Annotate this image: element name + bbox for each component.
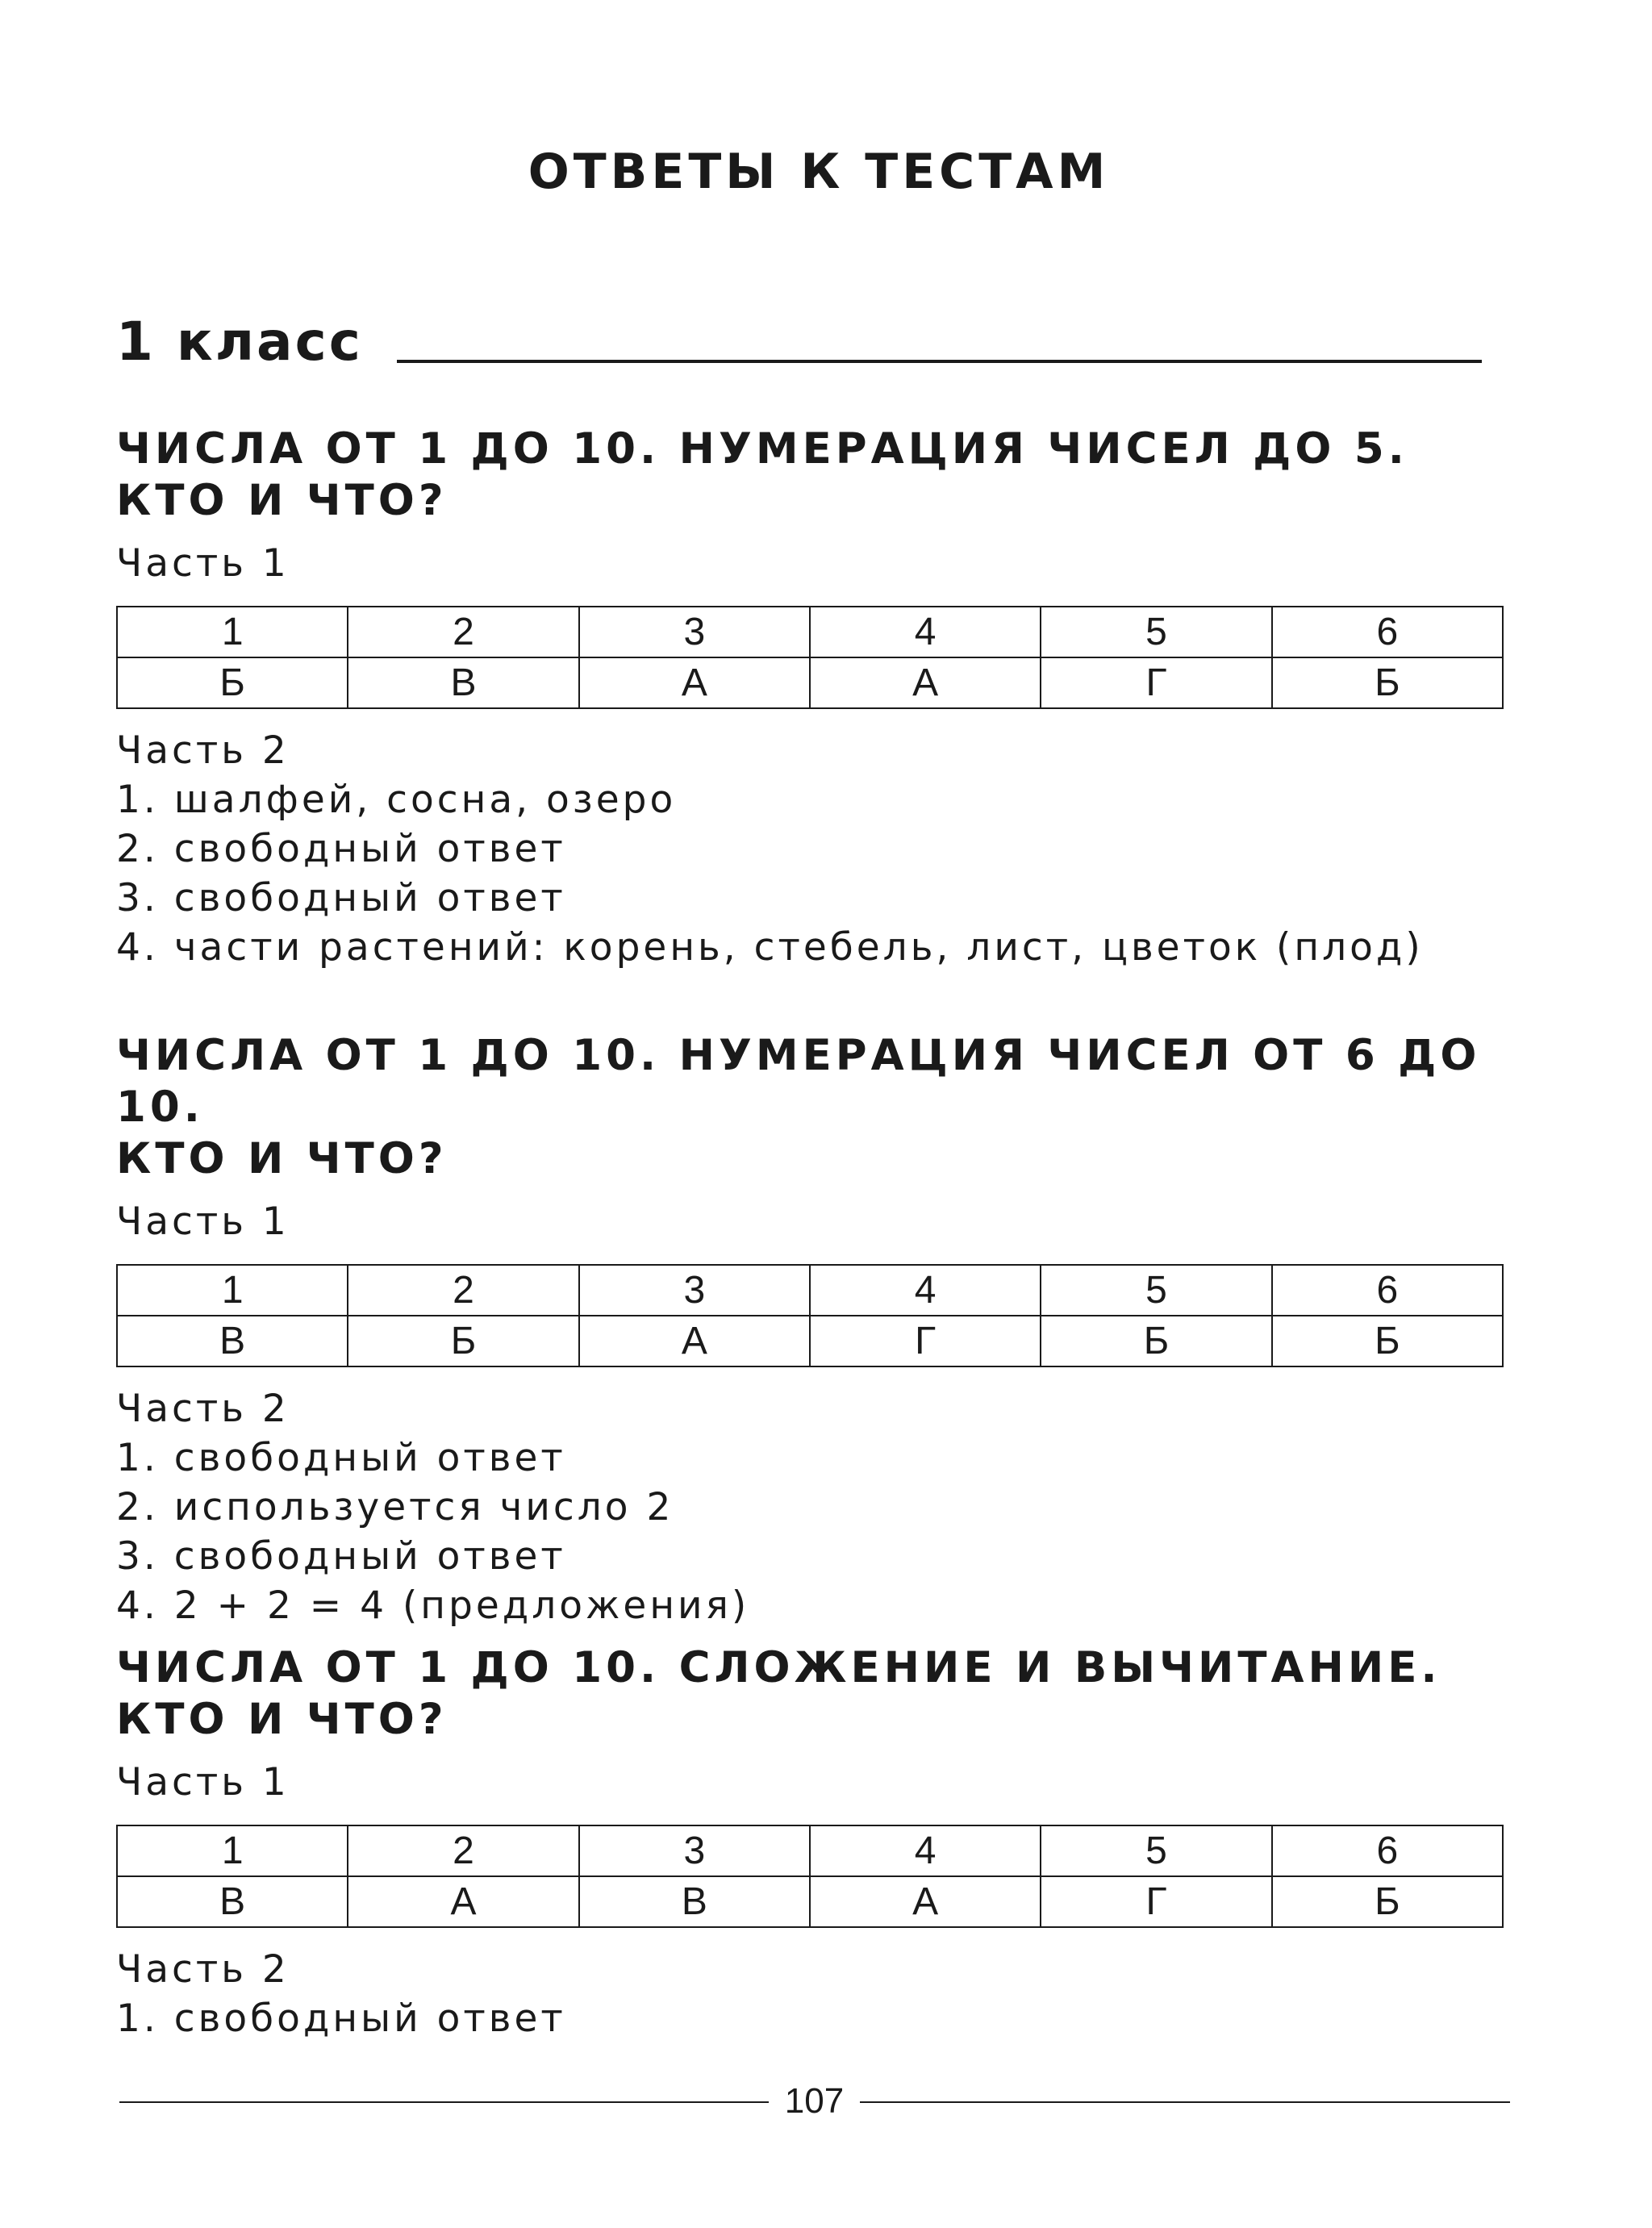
table-cell: 2 <box>348 1825 578 1876</box>
table-cell: В <box>117 1876 348 1927</box>
section-heading-line2: КТО И ЧТО? <box>116 1695 448 1744</box>
part2-label: Часть 2 <box>116 1947 290 1992</box>
table-cell: 2 <box>348 1265 578 1316</box>
table-cell: 1 <box>117 607 348 657</box>
answer-table <box>116 1264 1504 1367</box>
part2-label: Часть 2 <box>116 728 290 773</box>
section-heading-line1: ЧИСЛА ОТ 1 ДО 10. НУМЕРАЦИЯ ЧИСЕЛ ДО 5. <box>116 424 1408 474</box>
table-cell: 5 <box>1041 607 1271 657</box>
section-2 <box>116 1030 1512 1630</box>
list-item: 1. шалфей, сосна, озеро <box>116 778 677 822</box>
table-cell: 3 <box>579 1825 810 1876</box>
list-item: 1. свободный ответ <box>116 1436 566 1480</box>
part1-label: Часть 1 <box>116 541 290 586</box>
table-cell: 4 <box>810 1265 1041 1316</box>
footer-rule-left <box>119 2101 769 2103</box>
table-cell: 3 <box>579 1265 810 1316</box>
table-cell: Б <box>1272 1876 1503 1927</box>
table-cell: В <box>117 1316 348 1366</box>
table-row-numbers <box>117 1265 1503 1316</box>
table-cell: 5 <box>1041 1825 1271 1876</box>
table-cell: В <box>579 1876 810 1927</box>
table-cell: 3 <box>579 607 810 657</box>
table-cell: 2 <box>348 607 578 657</box>
list-item: 3. свободный ответ <box>116 876 566 920</box>
section-heading-line2: КТО И ЧТО? <box>116 1134 448 1183</box>
table-cell: Г <box>1041 657 1271 708</box>
page-number: 107 <box>784 2081 845 2121</box>
table-cell: 4 <box>810 607 1041 657</box>
table-cell: 5 <box>1041 1265 1271 1316</box>
table-row-answers <box>117 657 1503 708</box>
grade-header <box>116 311 1487 383</box>
table-row-answers <box>117 1876 1503 1927</box>
table-cell: 6 <box>1272 1265 1503 1316</box>
list-item: 1. свободный ответ <box>116 1996 566 2041</box>
part2-list <box>116 1433 1512 1630</box>
part2-list <box>116 1994 1512 2043</box>
table-cell: Г <box>810 1316 1041 1366</box>
table-cell: 1 <box>117 1825 348 1876</box>
answer-table <box>116 606 1504 709</box>
section-heading-line1: ЧИСЛА ОТ 1 ДО 10. СЛОЖЕНИЕ И ВЫЧИТАНИЕ. <box>116 1643 1441 1692</box>
table-cell: Б <box>1041 1316 1271 1366</box>
list-item: 3. свободный ответ <box>116 1534 566 1579</box>
table-row-answers <box>117 1316 1503 1366</box>
part1-label: Часть 1 <box>116 1200 290 1244</box>
table-row-numbers <box>117 1825 1503 1876</box>
table-cell: А <box>810 657 1041 708</box>
table-cell: 4 <box>810 1825 1041 1876</box>
table-cell: 6 <box>1272 607 1503 657</box>
answer-table <box>116 1825 1504 1928</box>
table-row-numbers <box>117 607 1503 657</box>
list-item: 4. 2 + 2 = 4 (предложения) <box>116 1583 750 1628</box>
table-cell: Б <box>348 1316 578 1366</box>
section-heading <box>116 1030 1512 1185</box>
part1-label: Часть 1 <box>116 1760 290 1805</box>
section-heading-line2: КТО И ЧТО? <box>116 476 448 525</box>
list-item: 2. свободный ответ <box>116 827 566 871</box>
section-1 <box>116 423 1512 972</box>
table-cell: 1 <box>117 1265 348 1316</box>
part2-label: Часть 2 <box>116 1387 290 1431</box>
table-cell: 6 <box>1272 1825 1503 1876</box>
table-cell: Б <box>117 657 348 708</box>
section-heading-line1: ЧИСЛА ОТ 1 ДО 10. НУМЕРАЦИЯ ЧИСЕЛ ОТ 6 ДО 10. <box>116 1031 1481 1132</box>
part2-list <box>116 775 1512 972</box>
section-3 <box>116 1642 1512 2043</box>
table-cell: Б <box>1272 1316 1503 1366</box>
footer-rule-right <box>860 2101 1510 2103</box>
table-cell: А <box>810 1876 1041 1927</box>
grade-underline <box>397 360 1482 363</box>
table-cell: Б <box>1272 657 1503 708</box>
table-cell: А <box>348 1876 578 1927</box>
section-heading <box>116 423 1512 527</box>
list-item: 4. части растений: корень, стебель, лист, цветок (плод) <box>116 925 1424 970</box>
grade-title: 1 класс <box>116 311 363 373</box>
list-item: 2. используется число 2 <box>116 1485 674 1529</box>
table-cell: Г <box>1041 1876 1271 1927</box>
table-cell: В <box>348 657 578 708</box>
page-footer <box>119 2077 1510 2126</box>
page-title: ОТВЕТЫ К ТЕСТАМ <box>528 144 1110 200</box>
table-cell: А <box>579 657 810 708</box>
table-cell: А <box>579 1316 810 1366</box>
section-heading <box>116 1642 1512 1746</box>
